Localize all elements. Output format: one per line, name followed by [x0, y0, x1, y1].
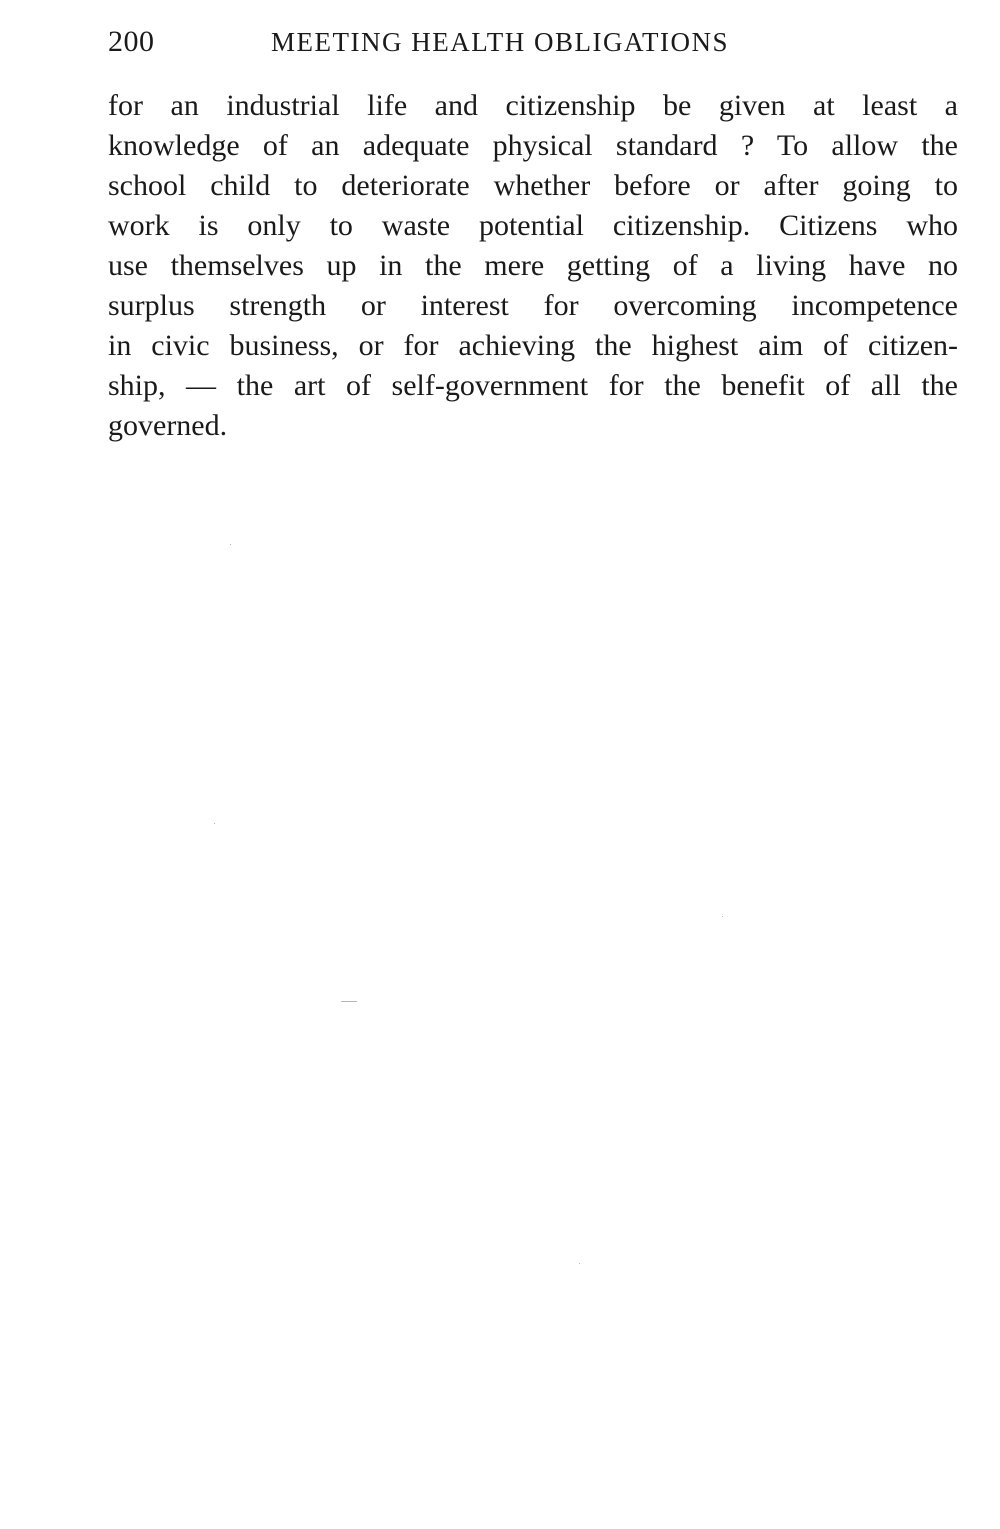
- text-line: ship, — the art of self-government for the benefit of all the: [108, 369, 958, 402]
- body-paragraph: [108, 86, 958, 446]
- text-line: school child to deteriorate whether before or after going to: [108, 169, 958, 202]
- text-line: for an industrial life and citizenship be given at least a: [108, 89, 958, 122]
- text-line: use themselves up in the mere getting of a living have no: [108, 249, 958, 282]
- page-number: 200: [108, 25, 155, 58]
- text-line: surplus strength or interest for overcoming incompetence: [108, 289, 958, 322]
- scan-speck: [722, 916, 723, 917]
- text-line: work is only to waste potential citizenship. Citizens who: [108, 209, 958, 242]
- page-header: [108, 22, 808, 62]
- scan-speck: [341, 1001, 357, 1002]
- text-line: governed.: [108, 409, 228, 442]
- text-line: in civic business, or for achieving the highest aim of citizen-: [108, 329, 958, 362]
- scan-speck: [214, 823, 215, 824]
- scan-speck: [230, 544, 231, 545]
- scan-speck: [579, 1263, 580, 1264]
- running-head: MEETING HEALTH OBLIGATIONS: [271, 27, 729, 57]
- text-line: knowledge of an adequate physical standard ? To allow the: [108, 129, 958, 162]
